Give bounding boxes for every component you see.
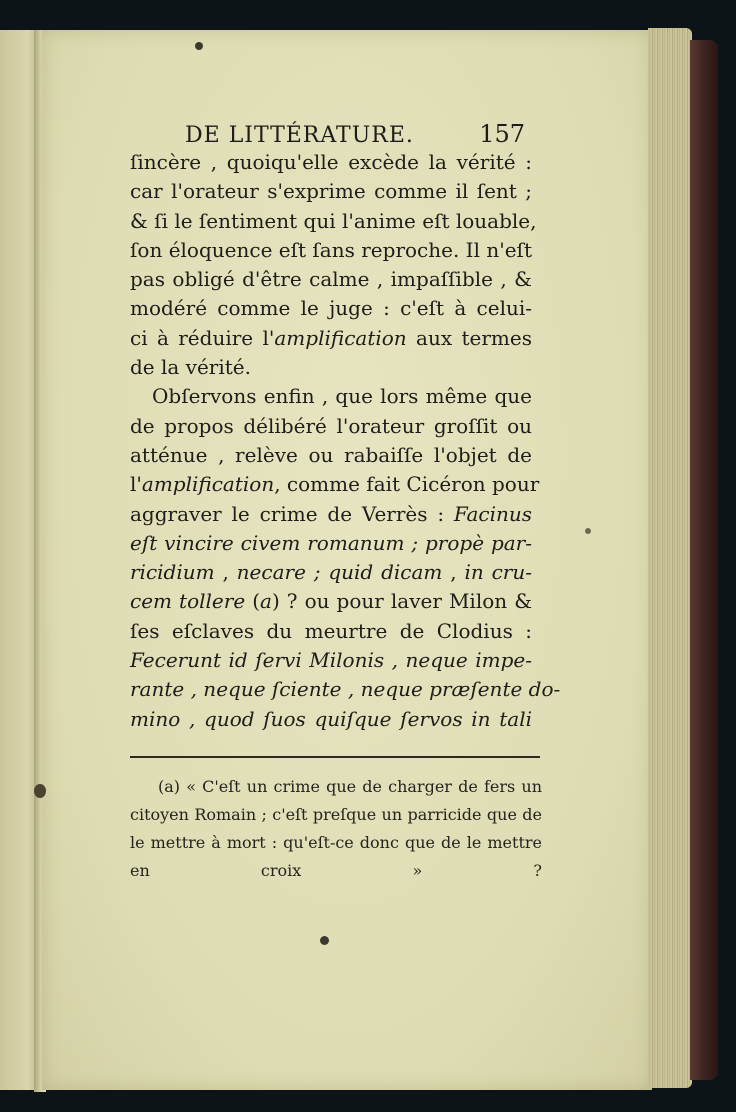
body-text <box>130 148 561 734</box>
footnote-line: le mettre à mort : qu'eſt-ce donc que de le mettre <box>130 833 542 852</box>
text-run: l' <box>130 472 142 497</box>
page-fore-edge <box>648 28 692 1088</box>
latin-quote: cem tollere <box>130 589 246 614</box>
text-run: aggraver le crime de Verrès : <box>130 501 454 526</box>
text-line <box>130 558 532 587</box>
latin-quote: in cru- <box>464 560 532 585</box>
italic-term: amplification <box>141 472 275 497</box>
italic-term: amplification <box>274 325 407 350</box>
latin-quote-line: rante , neque ſciente , neque præſente do- <box>130 677 561 702</box>
text-line: Obſervons enfin , que lors même que <box>152 384 532 409</box>
text-run: , <box>214 560 237 585</box>
text-line: de propos délibéré l'orateur groſſit ou <box>130 413 532 438</box>
text-run: aux termes <box>406 325 532 350</box>
footnote-line: (a) « C'eſt un crime que de charger de fers un <box>158 777 542 796</box>
text-run: ci à réduire l' <box>130 325 275 350</box>
text-run: ( <box>245 589 261 614</box>
ink-spot <box>585 528 591 534</box>
footnote <box>130 773 542 885</box>
latin-quote: ricidium <box>130 560 215 585</box>
latin-quote-line: Fecerunt id ſervi Milonis , neque impe- <box>130 648 532 673</box>
text-line: de la vérité. <box>130 355 251 380</box>
latin-quote-line: mino , quod ſuos quiſque ſervos in tali <box>130 706 532 731</box>
text-line <box>130 587 532 616</box>
latin-quote-line: eſt vincire civem romanum ; propè par- <box>130 530 532 555</box>
page-number: 157 <box>479 120 525 148</box>
ink-spot <box>34 784 46 798</box>
running-title: DE LITTÉRATURE. <box>185 123 414 148</box>
text-run: , comme fait Cicéron pour <box>274 472 540 497</box>
text-line: pas obligé d'être calme , impaſſible , & <box>130 267 532 292</box>
text-line: ſes eſclaves du meurtre de Clodius : <box>130 618 532 643</box>
running-header <box>185 120 525 148</box>
footnote-line: en croix » ? <box>130 861 542 880</box>
text-line: modéré comme le juge : c'eſt à celui- <box>130 296 532 321</box>
text-line: atténue , relève ou rabaiſſe l'objet de <box>130 442 532 467</box>
ink-spot <box>320 936 329 945</box>
text-line <box>130 324 532 353</box>
footnote-line: citoyen Romain ; c'eſt preſque un parricide que de <box>130 805 542 824</box>
text-run: ) ? ou pour laver Milon & <box>271 589 532 614</box>
text-line: car l'orateur s'exprime comme il ſent ; <box>130 179 532 204</box>
text-line <box>130 500 532 529</box>
latin-quote: necare ; quid dicam <box>236 560 443 585</box>
text-run: , <box>442 560 465 585</box>
ink-spot <box>195 42 203 50</box>
text-line: ſon éloquence eſt ſans reproche. Il n'eſt <box>130 237 532 262</box>
footnote-ref: a <box>260 589 272 614</box>
text-line: ſincère , quoiqu'elle excède la vérité : <box>130 150 532 174</box>
paragraph-1 <box>130 148 537 382</box>
paragraph-2 <box>130 382 561 734</box>
footnote-rule <box>130 756 540 758</box>
latin-quote: Facinus <box>453 501 532 526</box>
text-line: & ſi le ſentiment qui l'anime eſt louable, <box>130 208 537 233</box>
text-line <box>130 470 540 499</box>
book-cover-edge <box>690 40 718 1080</box>
